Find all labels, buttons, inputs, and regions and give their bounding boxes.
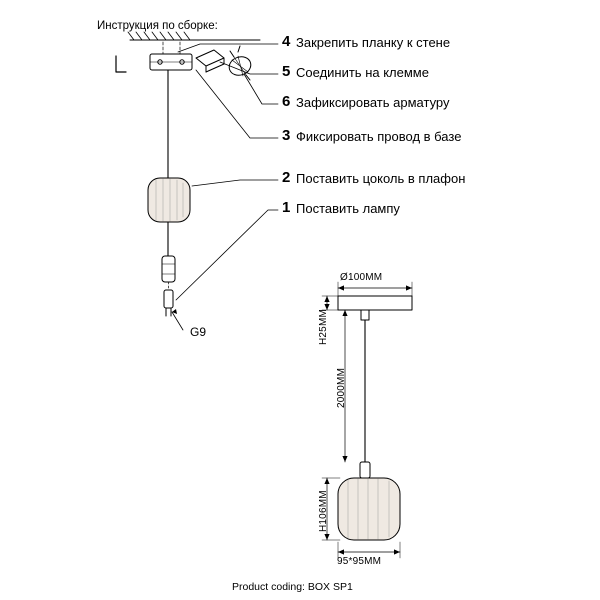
leader-5 [220, 62, 278, 74]
dim-shade-height: H106MM [318, 490, 329, 532]
step-number-1: 1 [282, 199, 291, 216]
step-label-2: Поставить цоколь в плафон [296, 171, 466, 186]
page-title: Инструкция по сборке: [97, 20, 218, 32]
step-label-3: Фиксировать провод в базе [296, 129, 462, 144]
step-number-6: 6 [282, 93, 291, 110]
lamp-socket [162, 256, 175, 282]
lamp-shade [148, 178, 190, 222]
product-coding: Product coding: BOX SP1 [232, 581, 353, 593]
dim-cord-length: 2000MM [336, 367, 347, 408]
leader-4 [178, 44, 278, 52]
shade-right [338, 478, 400, 540]
dim-canopy-diameter: Ø100MM [340, 272, 383, 283]
armature-detail [227, 46, 254, 80]
step-label-1: Поставить лампу [296, 201, 400, 216]
dim-shade-width: 95*95MM [337, 556, 382, 567]
socket-label-g9: G9 [190, 325, 207, 339]
step-label-4: Закрепить планку к стене [296, 35, 451, 50]
leader-2 [192, 180, 278, 186]
canopy [338, 296, 412, 310]
step-number-5: 5 [282, 63, 291, 80]
step-number-4: 4 [282, 33, 291, 50]
step-label-5: Соединить на клемме [296, 65, 429, 80]
step-label-6: Зафиксировать арматуру [296, 95, 450, 110]
terminal-block [196, 50, 224, 66]
leader-1 [176, 210, 278, 300]
step-number-2: 2 [282, 169, 291, 186]
step-number-3: 3 [282, 127, 291, 144]
dim-canopy-height: H25MM [318, 308, 329, 345]
